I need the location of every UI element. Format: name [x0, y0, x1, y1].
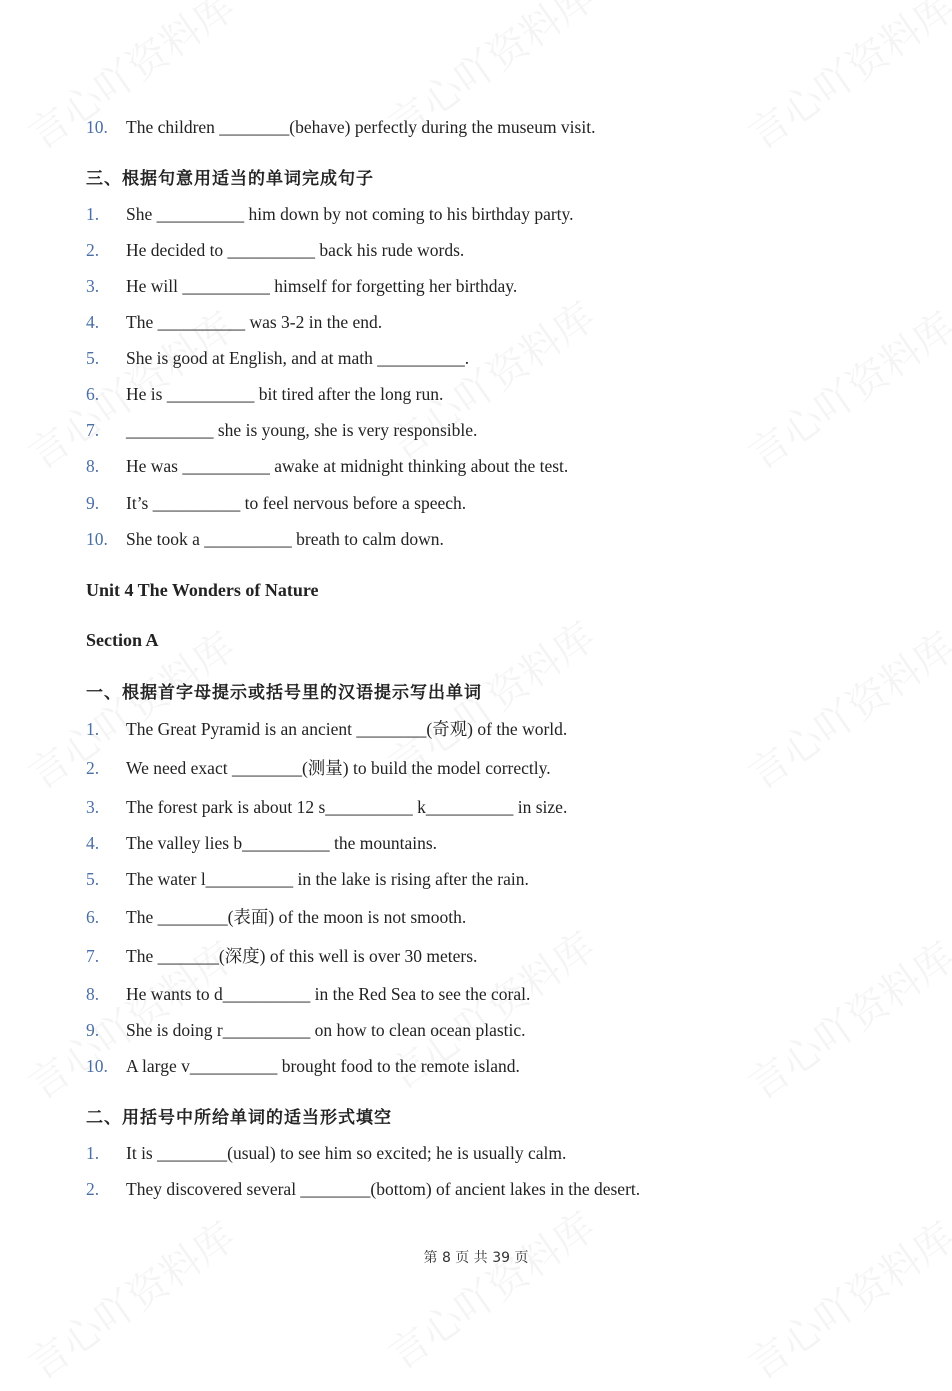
- section-heading: 二、用括号中所给单词的适当形式填空: [86, 1108, 392, 1128]
- question-number: 4.: [86, 312, 100, 332]
- question-item: [86, 868, 529, 890]
- question-text: The valley lies b__________ the mountains.: [126, 833, 438, 853]
- question-text: She __________ him down by not coming to his birthday party.: [126, 204, 574, 224]
- question-number: 8.: [86, 456, 100, 476]
- question-item: [86, 203, 574, 225]
- question-text: The Great Pyramid is an ancient ________(奇观) of the world.: [126, 719, 568, 739]
- question-number: 2.: [86, 1179, 100, 1199]
- watermark: [15, 1206, 244, 1390]
- question-number: 4.: [86, 833, 100, 853]
- question-number: 10.: [86, 117, 108, 137]
- question-text: The ________(表面) of the moon is not smooth.: [126, 907, 467, 927]
- question-number: 5.: [86, 348, 100, 368]
- question-text: They discovered several ________(bottom) of ancient lakes in the desert.: [126, 1179, 641, 1199]
- watermark: [735, 296, 952, 480]
- question-item: [86, 983, 530, 1005]
- question-item: [86, 116, 595, 138]
- question-text: The forest park is about 12 s__________ k__________ in size.: [126, 797, 568, 817]
- question-text: __________ she is young, she is very responsible.: [126, 420, 478, 440]
- question-number: 6.: [86, 907, 100, 927]
- page-footer: 第 8 页 共 39 页: [423, 1250, 529, 1266]
- question-text: The children ________(behave) perfectly during the museum visit.: [126, 117, 596, 137]
- question-number: 3.: [86, 276, 100, 296]
- question-item: [86, 347, 469, 369]
- question-item: [86, 1142, 566, 1164]
- unit-title: Unit 4 The Wonders of Nature: [86, 580, 319, 600]
- question-item: [86, 757, 551, 779]
- question-number: 9.: [86, 493, 100, 513]
- question-text: The water l__________ in the lake is rising after the rain.: [126, 869, 529, 889]
- question-text: It is ________(usual) to see him so excited; he is usually calm.: [126, 1143, 567, 1163]
- question-number: 2.: [86, 758, 100, 778]
- section-heading: 三、根据句意用适当的单词完成句子: [86, 169, 374, 189]
- question-number: 3.: [86, 797, 100, 817]
- question-number: 7.: [86, 946, 100, 966]
- question-item: [86, 492, 466, 514]
- question-number: 10.: [86, 1056, 108, 1076]
- question-text: We need exact ________(测量) to build the model correctly.: [126, 758, 551, 778]
- question-item: [86, 419, 477, 441]
- question-number: 7.: [86, 420, 100, 440]
- question-item: [86, 1178, 640, 1200]
- question-text: He was __________ awake at midnight thinking about the test.: [126, 456, 569, 476]
- watermark: [735, 0, 952, 161]
- question-text: She took a __________ breath to calm down.: [126, 529, 444, 549]
- question-text: He decided to __________ back his rude words.: [126, 240, 465, 260]
- question-text: The __________ was 3-2 in the end.: [126, 312, 383, 332]
- question-item: [86, 311, 382, 333]
- question-text: He will __________ himself for forgetting her birthday.: [126, 276, 518, 296]
- question-item: [86, 383, 443, 405]
- question-item: [86, 1055, 520, 1077]
- question-item: [86, 1019, 526, 1041]
- question-number: 1.: [86, 204, 100, 224]
- question-number: 9.: [86, 1020, 100, 1040]
- question-item: [86, 718, 567, 740]
- question-item: [86, 528, 444, 550]
- question-number: 10.: [86, 529, 108, 549]
- question-text: He wants to d__________ in the Red Sea to see the coral.: [126, 984, 531, 1004]
- watermark: [735, 616, 952, 800]
- question-text: He is __________ bit tired after the long run.: [126, 384, 444, 404]
- watermark: [735, 926, 952, 1110]
- question-number: 2.: [86, 240, 100, 260]
- question-text: It’s __________ to feel nervous before a speech.: [126, 493, 467, 513]
- question-number: 1.: [86, 719, 100, 739]
- question-text: She is doing r__________ on how to clean ocean plastic.: [126, 1020, 526, 1040]
- question-item: [86, 455, 568, 477]
- question-item: [86, 275, 517, 297]
- question-number: 8.: [86, 984, 100, 1004]
- question-number: 1.: [86, 1143, 100, 1163]
- watermark: [375, 286, 604, 470]
- question-item: [86, 945, 477, 967]
- question-item: [86, 239, 464, 261]
- section-heading: 一、根据首字母提示或括号里的汉语提示写出单词: [86, 683, 482, 703]
- question-number: 6.: [86, 384, 100, 404]
- question-item: [86, 796, 567, 818]
- question-text: She is good at English, and at math __________.: [126, 348, 470, 368]
- question-item: [86, 832, 437, 854]
- watermark: [735, 1206, 952, 1390]
- question-number: 5.: [86, 869, 100, 889]
- watermark: [375, 1196, 604, 1380]
- section-title: Section A: [86, 630, 159, 650]
- question-item: [86, 906, 466, 928]
- question-text: A large v__________ brought food to the remote island.: [126, 1056, 520, 1076]
- question-text: The _______(深度) of this well is over 30 meters.: [126, 946, 478, 966]
